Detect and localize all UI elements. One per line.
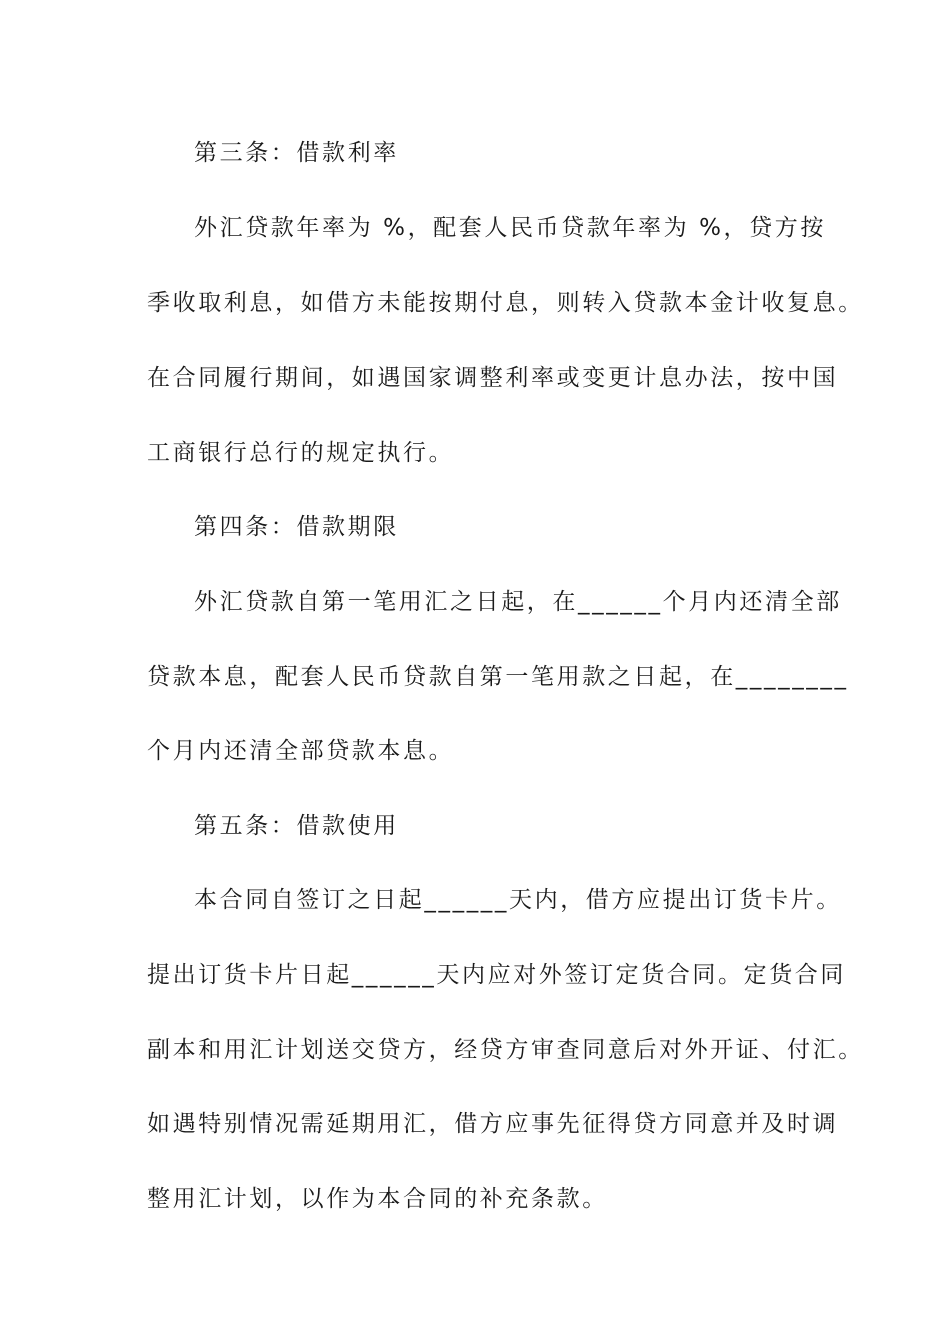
paragraph-line: 季收取利息，如借方未能按期付息，则转入贷款本金计收复息。 xyxy=(147,290,864,316)
paragraph-line: 如遇特别情况需延期用汇，借方应事先征得贷方同意并及时调 xyxy=(147,1111,839,1137)
article-4-heading: 第四条：借款期限 xyxy=(194,514,399,540)
paragraph-line: 贷款本息，配套人民币贷款自第一笔用款之日起，在________ xyxy=(147,664,849,690)
paragraph-line: 在合同履行期间，如遇国家调整利率或变更计息办法，按中国 xyxy=(147,365,839,391)
paragraph-line: 副本和用汇计划送交贷方，经贷方审查同意后对外开证、付汇。 xyxy=(147,1037,864,1063)
paragraph-line: 工商银行总行的规定执行。 xyxy=(147,440,455,466)
article-3-heading: 第三条：借款利率 xyxy=(194,140,399,166)
article-5-heading: 第五条：借款使用 xyxy=(194,813,399,839)
paragraph-line: 提出订货卡片日起______天内应对外签订定货合同。定货合同 xyxy=(147,962,846,988)
paragraph-line: 本合同自签订之日起______天内，借方应提出订货卡片。 xyxy=(194,887,842,913)
paragraph-line: 外汇贷款年率为 %，配套人民币贷款年率为 %，贷方按 xyxy=(194,215,826,241)
paragraph-line: 整用汇计划，以作为本合同的补充条款。 xyxy=(147,1186,608,1212)
paragraph-line: 个月内还清全部贷款本息。 xyxy=(147,738,455,764)
paragraph-line: 外汇贷款自第一笔用汇之日起，在______个月内还清全部 xyxy=(194,589,842,615)
